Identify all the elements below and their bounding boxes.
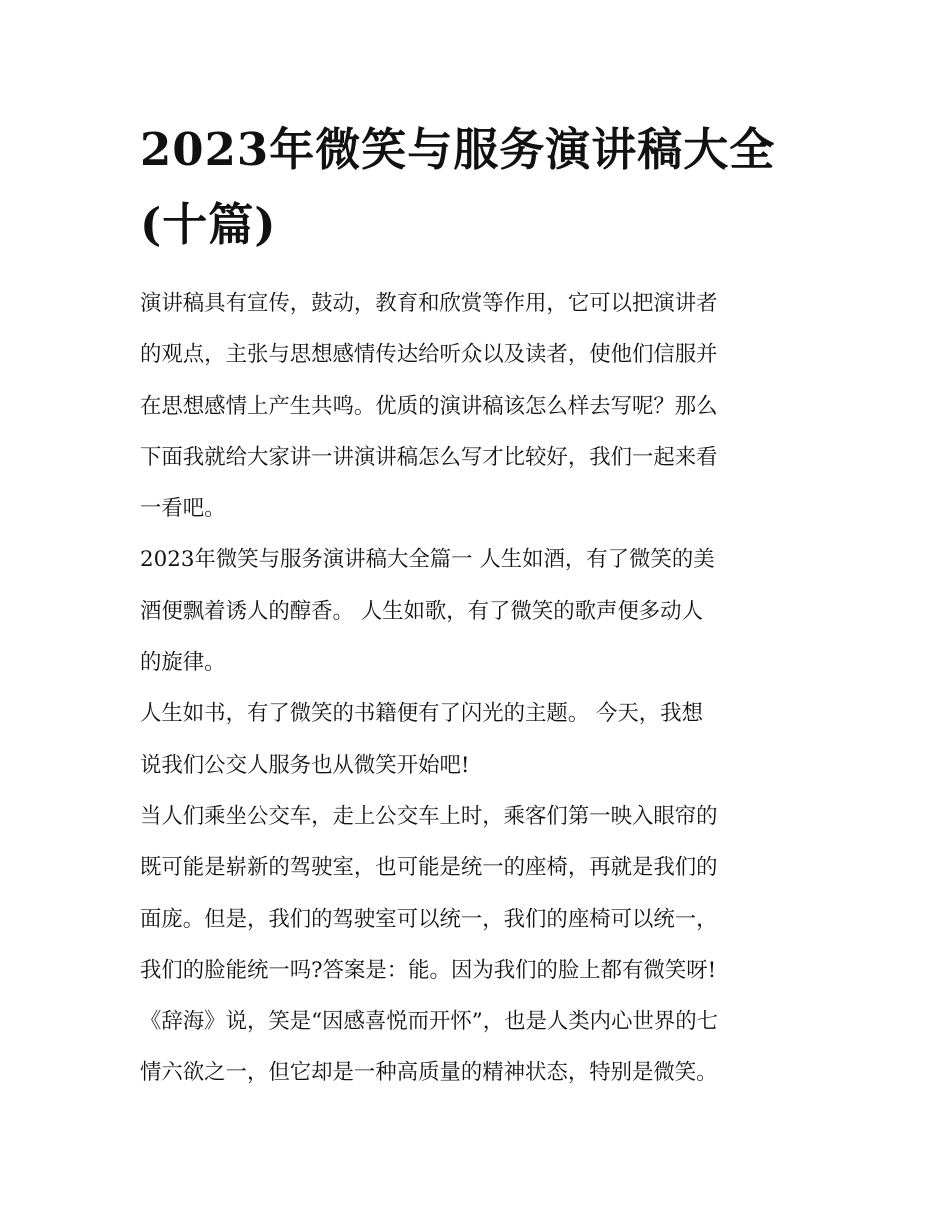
body-line: 当人们乘坐公交车，走上公交车上时，乘客们第一映入眼帘的 — [140, 803, 718, 829]
body-line: 一看吧。 — [140, 496, 226, 522]
body-line: 说我们公交人服务也从微笑开始吧! — [140, 752, 470, 778]
body-line: 的旋律。 — [140, 650, 226, 676]
document-title — [140, 112, 820, 262]
body-line: 的观点，主张与思想感情传达给听众以及读者，使他们信服并 — [140, 342, 718, 368]
body-line: 《辞海》说，笑是“因感喜悦而开怀”，也是人类内心世界的七 — [140, 1009, 719, 1035]
body-line: 人生如书，有了微笑的书籍便有了闪光的主题。 今天，我想 — [140, 701, 703, 727]
body-line: 2023年微笑与服务演讲稿大全篇一 人生如酒，有了微笑的美 — [140, 547, 715, 573]
title-line-1: 2023年微笑与服务演讲稿大全 — [140, 123, 776, 176]
body-line: 下面我就给大家讲一讲演讲稿怎么写才比较好，我们一起来看 — [140, 444, 718, 470]
body-line: 在思想感情上产生共鸣。优质的演讲稿该怎么样去写呢？那么 — [140, 393, 718, 419]
document-body — [140, 278, 812, 1099]
title-line-2: (十篇) — [140, 198, 277, 251]
body-line: 面庞。但是，我们的驾驶室可以统一，我们的座椅可以统一， — [140, 906, 718, 932]
body-line: 情六欲之一，但它却是一种高质量的精神状态，特别是微笑。 — [140, 1060, 718, 1086]
body-line: 演讲稿具有宣传，鼓动，教育和欣赏等作用，它可以把演讲者 — [140, 291, 718, 316]
body-line: 我们的脸能统一吗?答案是：能。因为我们的脸上都有微笑呀! — [140, 957, 717, 983]
body-line: 既可能是崭新的驾驶室，也可能是统一的座椅，再就是我们的 — [140, 855, 718, 881]
body-line: 酒便飘着诱人的醇香。 人生如歌，有了微笑的歌声便多动人 — [140, 598, 703, 624]
